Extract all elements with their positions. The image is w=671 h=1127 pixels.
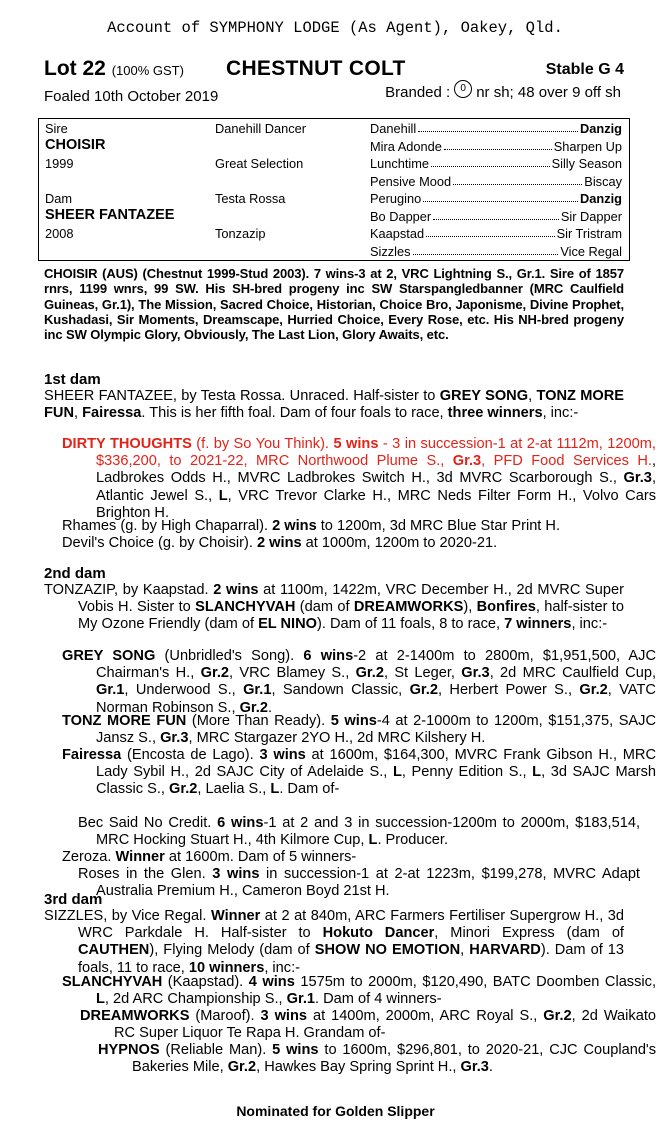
dam-year: 2008	[45, 226, 74, 241]
dam-dam: Tonzazip	[215, 226, 266, 241]
grandparent-row: Perugino Danzig	[370, 191, 622, 206]
second-dam-grand-progeny-roses-in-the-glen: Roses in the Glen. 3 wins in succession-1 at 2-at 1223m, $199,278, MVRC Adapt Australia Premium H., Cameron Boyd 21st H.	[78, 866, 640, 900]
grandparent-row: Kaapstad Sir Tristram	[370, 226, 622, 241]
sire-dam: Great Selection	[215, 156, 304, 171]
second-dam-heading: 2nd dam	[44, 565, 106, 582]
grandparent-row: Mira Adonde Sharpen Up	[370, 138, 622, 154]
sire-year: 1999	[45, 156, 74, 171]
consignor-line: Account of SYMPHONY LODGE (As Agent), Oakey, Qld.	[107, 19, 563, 37]
third-dam-grand-progeny-dreamworks: DREAMWORKS (Maroof). 3 wins at 1400m, 2000m, ARC Royal S., Gr.2, 2d Waikato RC Super Liquor Te Rapa H. Grandam of-	[80, 1008, 657, 1042]
grandparent-row: Lunchtime Silly Season	[370, 156, 622, 171]
sire-label: Sire	[45, 121, 68, 136]
second-dam-progeny-zeroza: Zeroza. Winner at 1600m. Dam of 5 winners-	[62, 849, 357, 865]
sire-summary: CHOISIR (AUS) (Chestnut 1999-Stud 2003). 7 wins-3 at 2, VRC Lightning S., Gr.1. Sire of 1857 rnrs, 1199 wnrs, 99 SW. His SH-bred progeny inc SW Starspangledbanner (MRC Caulfield Guineas, Gr.1), The Mission, Sacred Choice, Historian, Choice Bro, Japonisme, Divine Prophet, Kushadasi, Sir Moments, Dreamscape, Hurried Choice, Every Rose, etc. His NH-bred progeny inc SW Olympic Glory, Obviously, The Last Lion, Glory Awaits, etc.	[44, 266, 624, 343]
sire-sire: Danehill Dancer	[215, 121, 307, 136]
brand-mark-icon: 0	[454, 80, 472, 98]
third-dam-progeny-slanchyvah: SLANCHYVAH (Kaapstad). 4 wins 1575m to 2000m, $120,490, BATC Doomben Classic, L, 2d ARC Championship S., Gr.1. Dam of 4 winners-	[62, 974, 656, 1008]
dam-label: Dam	[45, 191, 73, 206]
third-dam-text: SIZZLES, by Vice Regal. Winner at 2 at 840m, ARC Farmers Fertiliser Supergrow H., 3d WRC Parkdale H. Half-sister to Hokuto Dancer, Minori Express (dam of CAUTHEN), Flying Melody (dam of SHOW NO EMOTION, HARVARD). Dam of 13 foals, 11 to race, 10 winners, inc:-	[44, 908, 625, 976]
pedigree-table	[38, 118, 630, 261]
grandparent-row: Sizzles Vice Regal	[370, 243, 622, 259]
second-dam-progeny-fairessa: Fairessa (Encosta de Lago). 3 wins at 1600m, $164,300, MVRC Frank Gibson H., MRC Lady Sybil H., 2d SAJC City of Adelaide S., L, Penny Edition S., L, 3d SAJC Marsh Classic S., Gr.2, Laelia S., L. Dam of-	[62, 747, 656, 798]
first-dam-text: SHEER FANTAZEE, by Testa Rossa. Unraced. Half-sister to GREY SONG, TONZ MORE FUN, Fairessa. This is her fifth foal. Dam of four foals to race, three winners, inc:-	[44, 388, 625, 422]
second-dam-progeny-tonz-more-fun: TONZ MORE FUN (More Than Ready). 5 wins-4 at 2-1000m to 1200m, $151,375, SAJC Jansz S., Gr.3, MRC Stargazer 2YO H., 2d MRC Kilshery H.	[62, 713, 657, 747]
first-dam-heading: 1st dam	[44, 371, 101, 388]
golden-slipper-nomination: Nominated for Golden Slipper	[236, 1103, 435, 1119]
stable-number: Stable G 4	[545, 61, 624, 78]
brand-info: Branded : 0 nr sh; 48 over 9 off sh	[385, 84, 621, 101]
lot-title: CHESTNUT COLT	[226, 57, 406, 80]
lot-number: Lot 22 (100% GST)	[44, 57, 184, 80]
grandparent-row: Bo Dapper Sir Dapper	[370, 208, 622, 224]
foaled-date: Foaled 10th October 2019	[44, 88, 219, 105]
dam-sire: Testa Rossa	[215, 191, 286, 206]
first-dam-progeny-dirty-thoughts: DIRTY THOUGHTS (f. by So You Think). 5 wins - 3 in succession-1 at 2-at 1112m, 1200m, $336,200, to 2021-22, MRC Northwood Plume S., Gr.3, PFD Food Services H., Ladbrokes Odds H., MVRC Ladbrokes Switch H., 3d MVRC Scarborough S., Gr.3, Atlantic Jewel S., L, VRC Trevor Clarke H., MRC Neds Filter Form H., Volvo Cars Brighton H.	[62, 436, 657, 521]
grandparent-row: Danehill Danzig	[370, 121, 622, 136]
third-dam-great-grand-progeny-hypnos: HYPNOS (Reliable Man). 5 wins to 1600m, $296,801, to 2020-21, CJC Coupland's Bakeries Mile, Gr.2, Hawkes Bay Spring Sprint H., Gr.3.	[98, 1042, 657, 1076]
first-dam-progeny-rhames: Rhames (g. by High Chaparral). 2 wins to 1200m, 3d MRC Blue Star Print H.	[62, 518, 561, 534]
sire-name: CHOISIR	[45, 137, 106, 153]
first-dam-progeny-devils-choice: Devil's Choice (g. by Choisir). 2 wins at 1000m, 1200m to 2020-21.	[62, 535, 498, 551]
second-dam-text: TONZAZIP, by Kaapstad. 2 wins at 1100m, 1422m, VRC December H., 2d MVRC Super Vobis H. Sister to SLANCHYVAH (dam of DREAMWORKS), Bonfires, half-sister to My Ozone Friendly (dam of EL NINO). Dam of 11 foals, 8 to race, 7 winners, inc:-	[44, 582, 625, 633]
grandparent-row: Pensive Mood Biscay	[370, 173, 622, 189]
second-dam-grand-progeny-bec-said-no-credit: Bec Said No Credit. 6 wins-1 at 2 and 3 in succession-1200m to 2000m, $183,514, MRC Hocking Stuart H., 4th Kilmore Cup, L. Producer.	[78, 815, 641, 849]
lot-header	[44, 57, 624, 83]
dam-name: SHEER FANTAZEE	[45, 207, 175, 223]
second-dam-progeny-grey-song: GREY SONG (Unbridled's Song). 6 wins-2 at 2-1400m to 2800m, $1,951,500, AJC Chairman's H., Gr.2, VRC Blamey S., Gr.2, St Leger, Gr.3, 2d MRC Caulfield Cup, Gr.1, Underwood S., Gr.1, Sandown Classic, Gr.2, Herbert Power S., Gr.2, VATC Norman Robinson S., Gr.2.	[62, 648, 657, 716]
third-dam-heading: 3rd dam	[44, 891, 103, 908]
